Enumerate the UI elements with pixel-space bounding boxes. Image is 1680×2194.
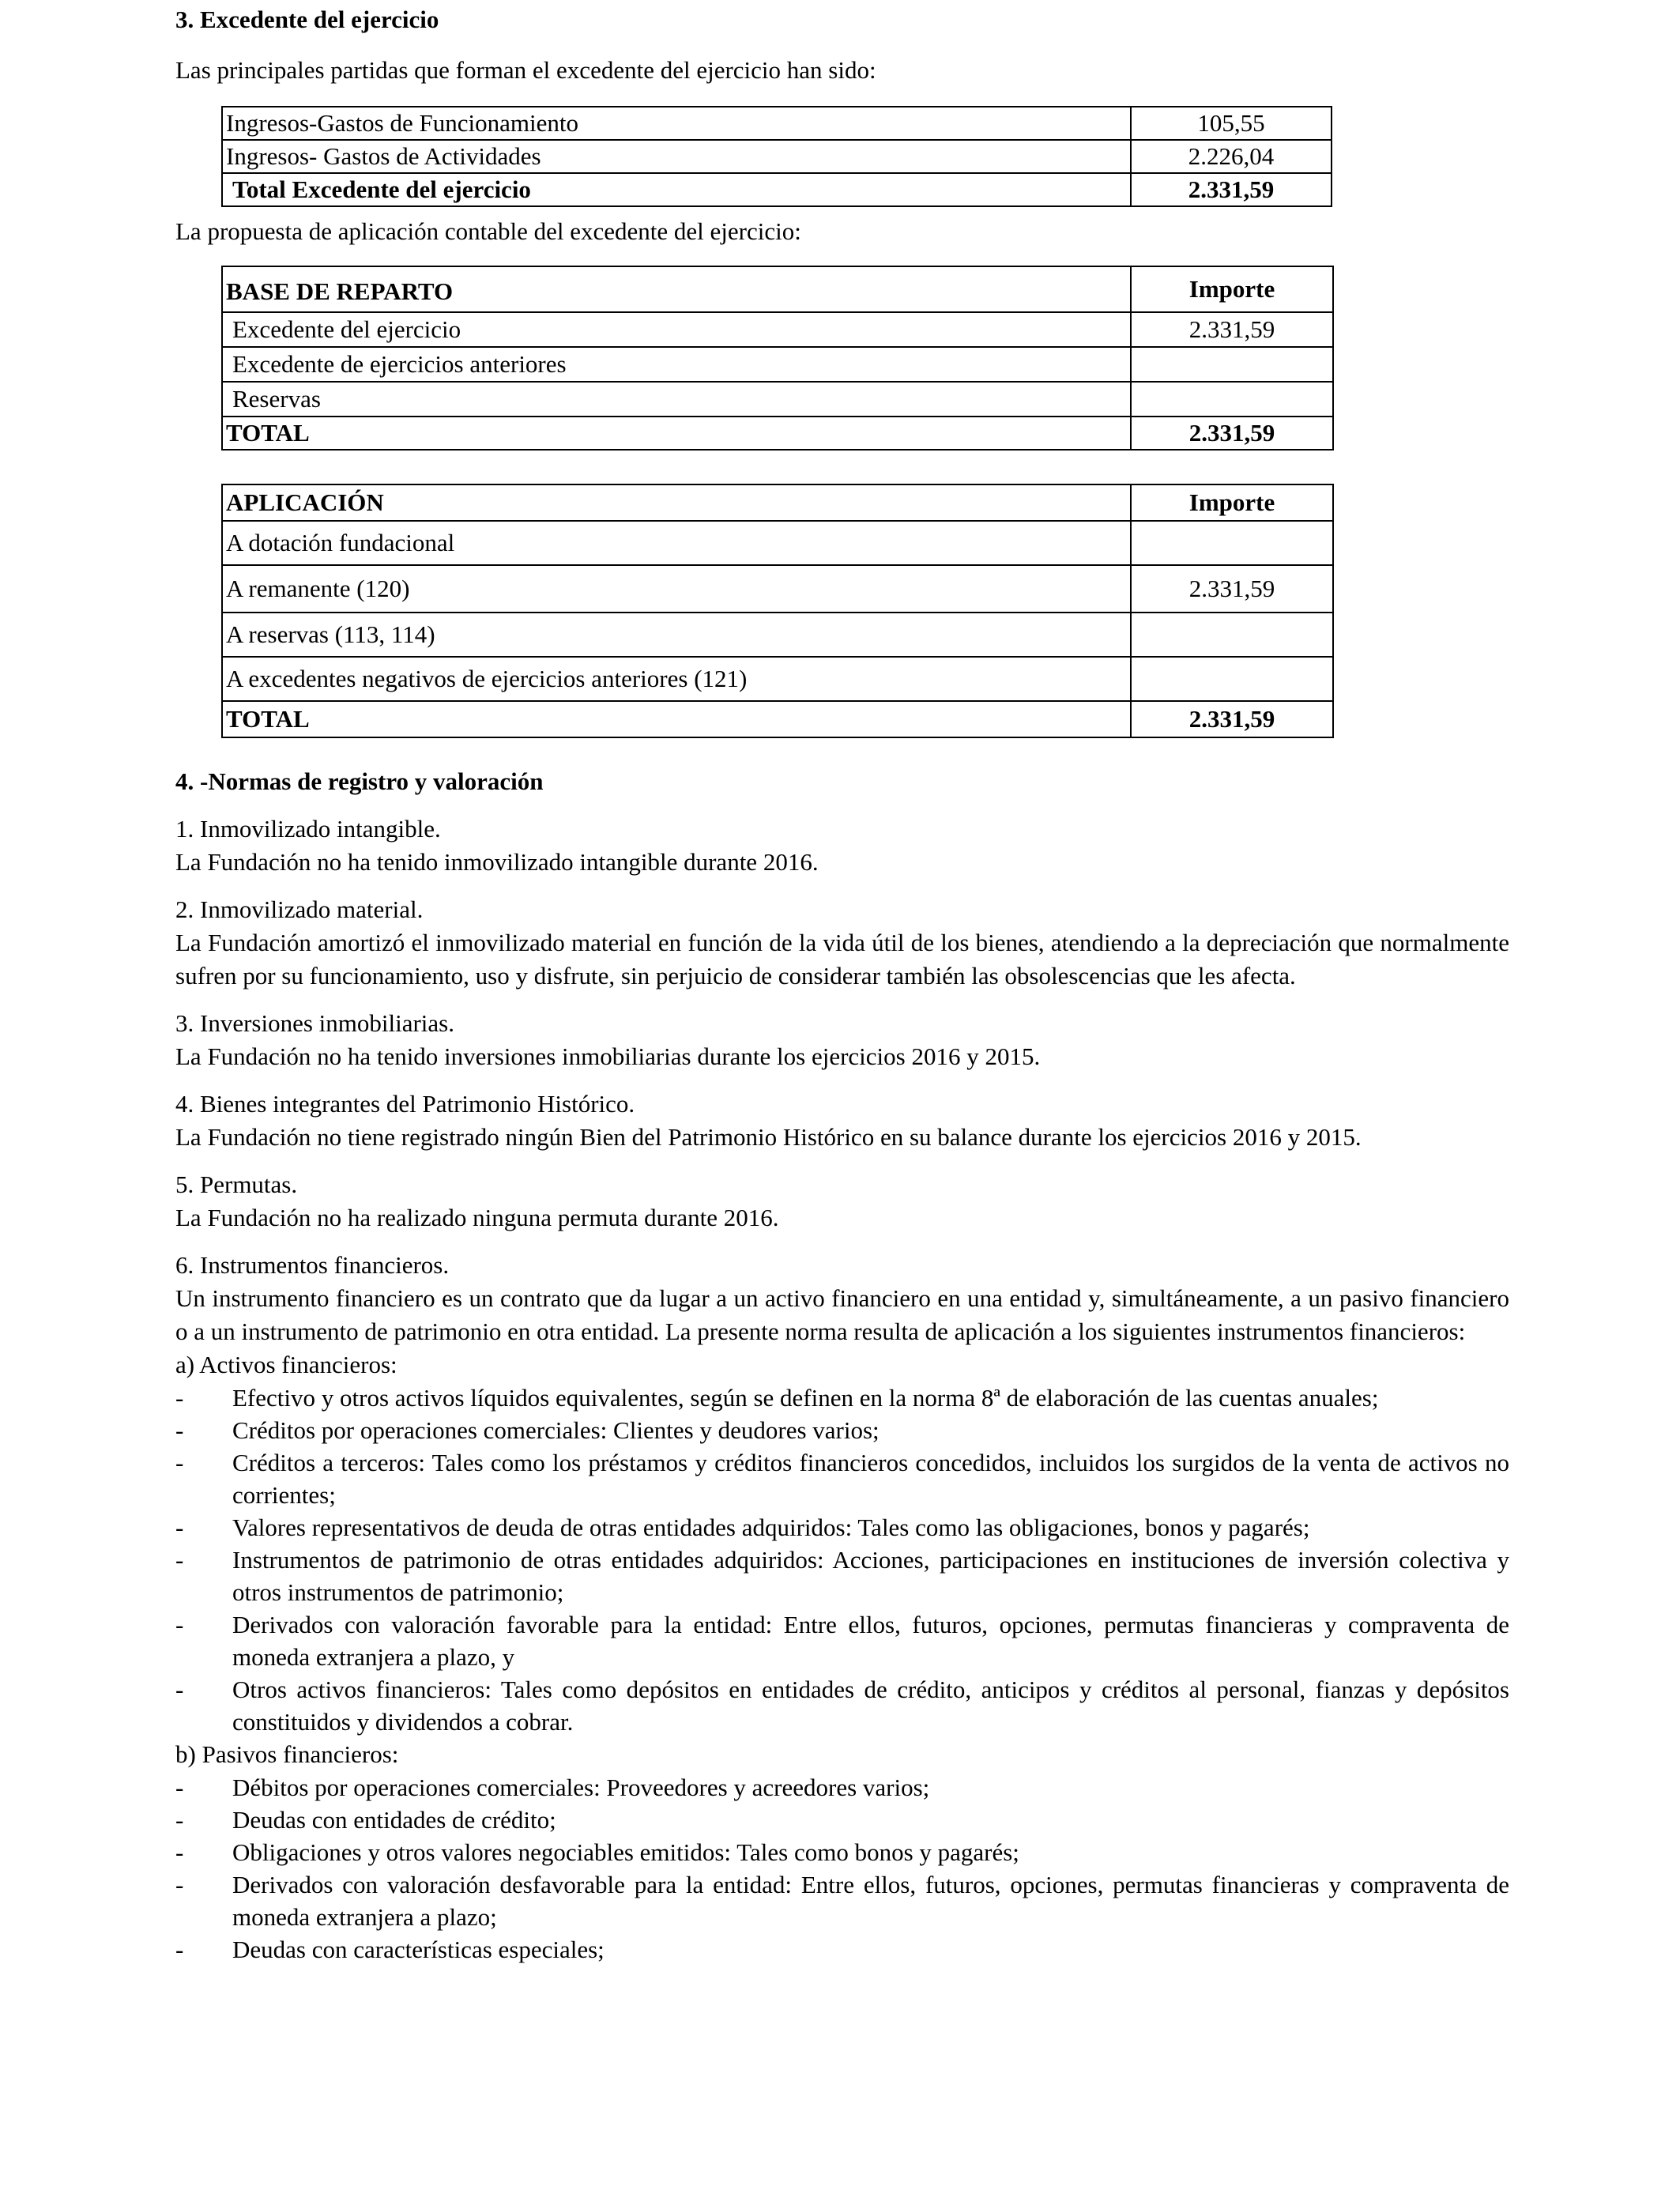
list-dash: - [175, 1838, 184, 1866]
row-value [1131, 347, 1333, 382]
norma-heading: 4. Bienes integrantes del Patrimonio Histórico. [175, 1090, 635, 1118]
list-item [175, 1836, 1509, 1868]
list-item-text: Otros activos financieros: Tales como depósitos en entidades de crédito, anticipos y créditos al personal, fianzas y depósitos constituidos y dividendos a cobrar. [232, 1676, 1509, 1736]
row-label: Ingresos- Gastos de Actividades [222, 140, 1131, 173]
norma-heading: 3. Inversiones inmobiliarias. [175, 1009, 454, 1037]
aplicacion-total-label: TOTAL [222, 701, 1131, 737]
aplicacion-header: APLICACIÓN [222, 484, 1131, 521]
list-dash: - [175, 1611, 184, 1638]
list-item-text: Créditos a terceros: Tales como los préstamos y créditos financieros concedidos, incluidos los surgidos de la venta de activos no corrientes; [232, 1449, 1509, 1509]
table-row [222, 521, 1333, 565]
norma-heading: 6. Instrumentos financieros. [175, 1251, 450, 1279]
list-dash: - [175, 1514, 184, 1541]
table-row [222, 107, 1332, 140]
norma-text: La Fundación no ha realizado ninguna permuta durante 2016. [175, 1204, 779, 1231]
aplicacion-total-value: 2.331,59 [1131, 701, 1333, 737]
row-label: Ingresos-Gastos de Funcionamiento [222, 107, 1131, 140]
list-item [175, 1414, 1509, 1446]
norma-item [175, 1007, 1509, 1073]
list-dash: - [175, 1416, 184, 1444]
list-item [175, 1868, 1509, 1933]
row-label: Reservas [222, 382, 1131, 417]
pasivos-title: b) Pasivos financieros: [175, 1740, 399, 1768]
norma-text: La Fundación no ha tenido inmovilizado intangible durante 2016. [175, 848, 819, 876]
table-header-row [222, 266, 1333, 312]
norma-item [175, 893, 1509, 993]
list-item-text: Derivados con valoración desfavorable para la entidad: Entre ellos, futuros, opciones, permutas financieras y compraventa de moneda extranjera a plazo; [232, 1871, 1509, 1931]
base-reparto-table [221, 266, 1334, 450]
list-item-text: Derivados con valoración favorable para la entidad: Entre ellos, futuros, opciones, permutas financieras y compraventa de moneda extranjera a plazo, y [232, 1611, 1509, 1671]
list-dash: - [175, 1546, 184, 1574]
list-item [175, 1933, 1509, 1966]
row-label: Excedente de ejercicios anteriores [222, 347, 1131, 382]
table-row [222, 382, 1333, 417]
activos-title: a) Activos financieros: [175, 1351, 397, 1378]
list-dash: - [175, 1806, 184, 1834]
norma-heading: 5. Permutas. [175, 1171, 298, 1198]
row-value: 105,55 [1131, 107, 1332, 140]
norma-text: La Fundación no ha tenido inversiones inmobiliarias durante los ejercicios 2016 y 2015. [175, 1042, 1041, 1070]
list-item-text: Obligaciones y otros valores negociables emitidos: Tales como bonos y pagarés; [232, 1838, 1019, 1866]
row-label: A excedentes negativos de ejercicios anteriores (121) [222, 657, 1131, 701]
aplicacion-table [221, 484, 1334, 738]
norma-heading: 1. Inmovilizado intangible. [175, 815, 441, 843]
base-total-value: 2.331,59 [1131, 417, 1333, 450]
list-item-text: Débitos por operaciones comerciales: Proveedores y acreedores varios; [232, 1774, 930, 1801]
section-3-title: 3. Excedente del ejercicio [175, 6, 439, 33]
table-row [222, 613, 1333, 657]
row-value: 2.226,04 [1131, 140, 1332, 173]
list-dash: - [175, 1936, 184, 1963]
row-label: A reservas (113, 114) [222, 613, 1131, 657]
proposal-intro: La propuesta de aplicación contable del excedente del ejercicio: [175, 217, 801, 245]
table-row [222, 657, 1333, 701]
row-label: Excedente del ejercicio [222, 312, 1131, 347]
row-value [1131, 613, 1333, 657]
list-item-text: Efectivo y otros activos líquidos equivalentes, según se definen en la norma 8ª de elaboración de las cuentas anuales; [232, 1384, 1379, 1412]
norma-item [175, 1168, 1509, 1235]
norma-item [175, 812, 1509, 879]
list-item-text: Créditos por operaciones comerciales: Clientes y deudores varios; [232, 1416, 880, 1444]
document-page [175, 0, 1509, 1966]
row-value [1131, 382, 1333, 417]
list-item [175, 1511, 1509, 1544]
row-value: 2.331,59 [1131, 173, 1332, 206]
table-row [222, 140, 1332, 173]
base-header: BASE DE REPARTO [222, 266, 1131, 312]
norma-text: La Fundación amortizó el inmovilizado material en función de la vida útil de los bienes, atendiendo a la depreciación que normalmente sufren por su funcionamiento, uso y disfrute, sin perjuicio de considerar también las obsolescencias que les afecta. [175, 929, 1509, 990]
base-total-label: TOTAL [222, 417, 1131, 450]
norma-heading: 2. Inmovilizado material. [175, 895, 424, 923]
list-item [175, 1771, 1509, 1804]
list-dash: - [175, 1384, 184, 1412]
aplicacion-header-value: Importe [1131, 484, 1333, 521]
row-label: Total Excedente del ejercicio [222, 173, 1131, 206]
table-row [222, 312, 1333, 347]
table-row [222, 347, 1333, 382]
list-item-text: Deudas con características especiales; [232, 1936, 605, 1963]
table-row [222, 565, 1333, 613]
list-item [175, 1446, 1509, 1511]
excedente-table [221, 106, 1332, 207]
row-value [1131, 657, 1333, 701]
list-dash: - [175, 1871, 184, 1898]
table-total-row [222, 701, 1333, 737]
list-item-text: Valores representativos de deuda de otras entidades adquiridos: Tales como las obligaciones, bonos y pagarés; [232, 1514, 1310, 1541]
row-value: 2.331,59 [1131, 565, 1333, 613]
list-item [175, 1804, 1509, 1836]
table-total-row [222, 417, 1333, 450]
norma-item [175, 1088, 1509, 1154]
table-header-row [222, 484, 1333, 521]
list-dash: - [175, 1676, 184, 1703]
instrumentos-financieros [175, 1249, 1509, 1966]
section-4-title: 4. -Normas de registro y valoración [175, 767, 544, 795]
section-3-intro: Las principales partidas que forman el excedente del ejercicio han sido: [175, 56, 876, 84]
row-label: A dotación fundacional [222, 521, 1131, 565]
base-header-value: Importe [1131, 266, 1333, 312]
list-item [175, 1673, 1509, 1738]
list-item-text: Instrumentos de patrimonio de otras entidades adquiridos: Acciones, participaciones en instituciones de inversión colectiva y otros instrumentos de patrimonio; [232, 1546, 1509, 1606]
list-dash: - [175, 1449, 184, 1476]
row-label: A remanente (120) [222, 565, 1131, 613]
list-item [175, 1608, 1509, 1673]
table-row [222, 173, 1332, 206]
list-item-text: Deudas con entidades de crédito; [232, 1806, 556, 1834]
list-item [175, 1382, 1509, 1414]
list-item [175, 1544, 1509, 1608]
row-value [1131, 521, 1333, 565]
norma-text: Un instrumento financiero es un contrato que da lugar a un activo financiero en una entidad y, simultáneamente, a un pasivo financiero o a un instrumento de patrimonio en otra entidad. La presente norma resulta de aplicación a los siguientes instrumentos financieros: [175, 1284, 1509, 1345]
list-dash: - [175, 1774, 184, 1801]
norma-text: La Fundación no tiene registrado ningún Bien del Patrimonio Histórico en su balance durante los ejercicios 2016 y 2015. [175, 1123, 1362, 1151]
row-value: 2.331,59 [1131, 312, 1333, 347]
